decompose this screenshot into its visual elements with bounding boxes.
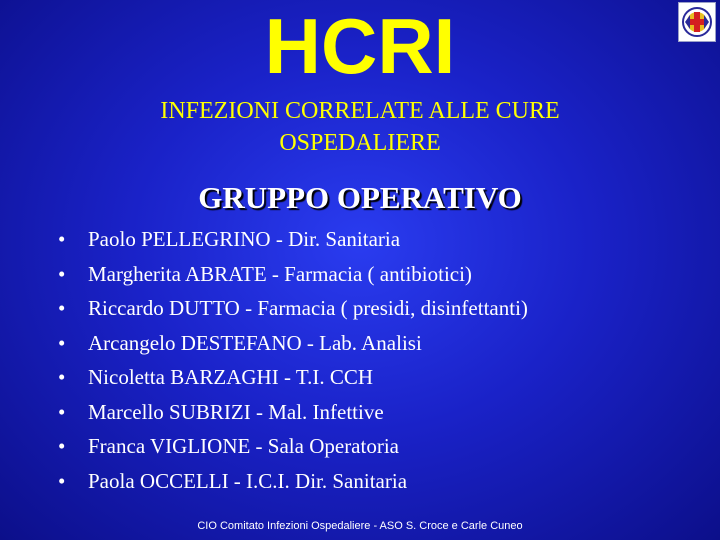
member-list — [58, 227, 528, 503]
bullet: • — [58, 227, 66, 251]
bullet: • — [58, 261, 66, 286]
list-item — [58, 296, 528, 331]
bullet: • — [58, 365, 66, 389]
slide-footer: CIO Comitato Infezioni Ospedaliere - ASO S. Croce e Carle Cuneo — [197, 520, 523, 532]
slide-title: HCRI — [264, 2, 456, 90]
list-item — [58, 400, 528, 435]
list-item — [58, 434, 528, 469]
bullet: • — [58, 468, 66, 493]
member-text: Nicoletta BARZAGHI - T.I. CCH — [88, 365, 374, 389]
bullet: • — [58, 296, 66, 320]
member-text: Paola OCCELLI - I.C.I. Dir. Sanitaria — [88, 468, 408, 493]
list-item — [58, 469, 528, 504]
member-text: Margherita ABRATE - Farmacia ( antibiotici) — [88, 261, 472, 286]
list-item — [58, 262, 528, 297]
bullet: • — [58, 330, 66, 355]
hospital-logo-icon — [678, 2, 716, 42]
bullet: • — [58, 399, 66, 424]
member-text: Riccardo DUTTO - Farmacia ( presidi, disinfettanti) — [88, 296, 528, 320]
member-text: Marcello SUBRIZI - Mal. Infettive — [88, 399, 384, 424]
list-item — [58, 331, 528, 366]
bullet: • — [58, 434, 66, 458]
group-heading: GRUPPO OPERATIVO — [198, 180, 522, 215]
logo-graphic — [679, 3, 715, 41]
slide-subtitle — [60, 95, 660, 159]
subtitle-line-1: INFEZIONI CORRELATE ALLE CURE — [160, 98, 560, 124]
member-text: Paolo PELLEGRINO - Dir. Sanitaria — [88, 227, 401, 251]
subtitle-line-2: OSPEDALIERE — [279, 130, 441, 156]
list-item — [58, 365, 528, 400]
list-item — [58, 227, 528, 262]
member-text: Arcangelo DESTEFANO - Lab. Analisi — [88, 330, 422, 355]
member-text: Franca VIGLIONE - Sala Operatoria — [88, 434, 399, 458]
